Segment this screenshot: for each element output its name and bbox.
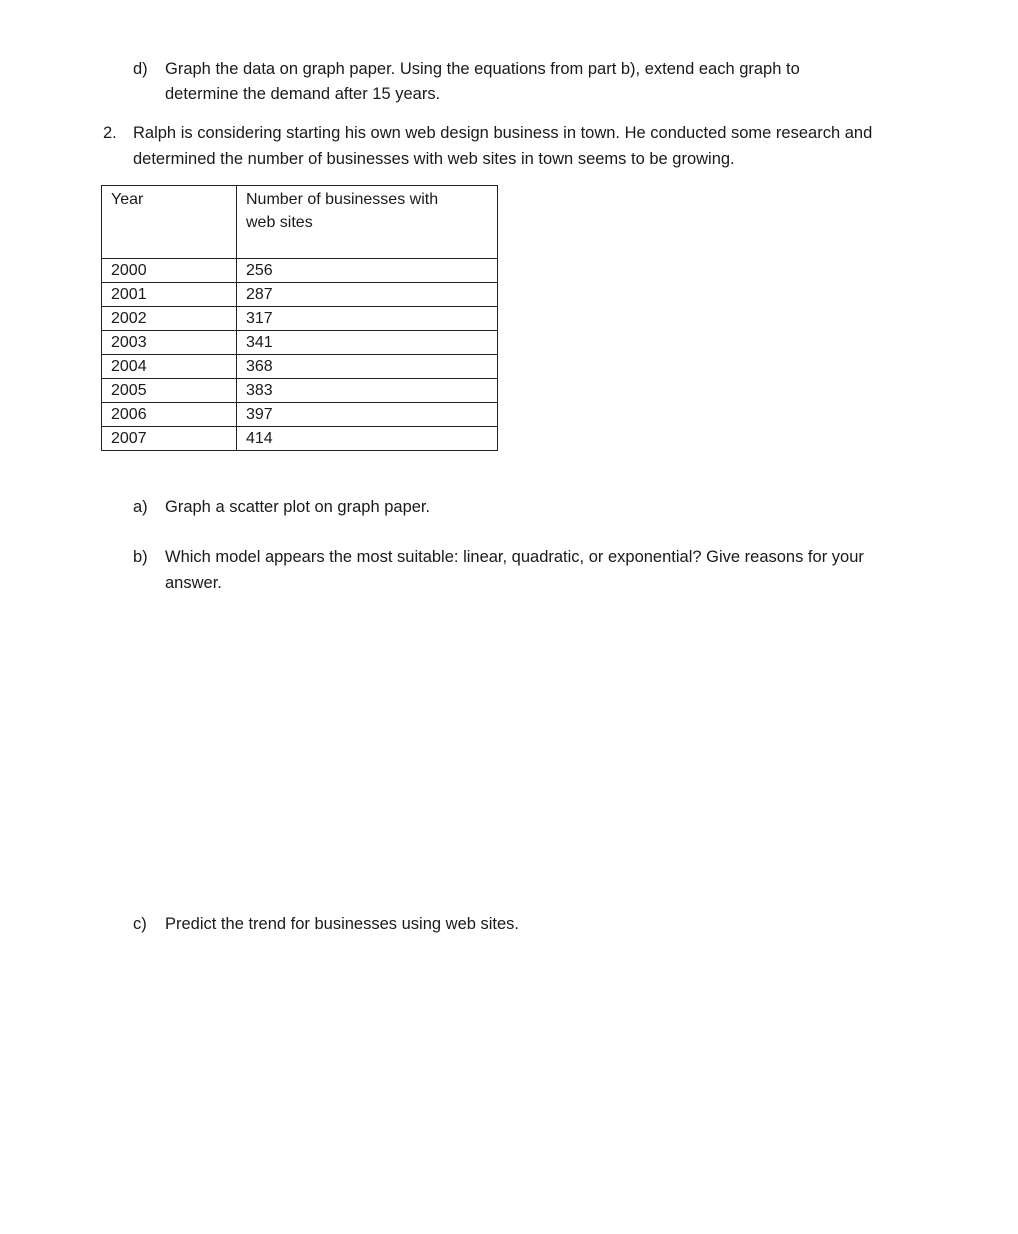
question-2-text-line1: Ralph is considering starting his own web design business in town. He conducted some research and (133, 124, 873, 142)
cell-count: 317 (237, 307, 498, 331)
part-b-label: b) (133, 548, 148, 566)
cell-count: 256 (237, 259, 498, 283)
table-row (102, 331, 498, 355)
cell-count: 287 (237, 283, 498, 307)
table-row (102, 307, 498, 331)
part-b-text-line1: Which model appears the most suitable: linear, quadratic, or exponential? Give reasons for your (165, 548, 864, 566)
cell-year: 2003 (102, 331, 237, 355)
question-2-text-line2: determined the number of businesses with web sites in town seems to be growing. (133, 150, 735, 168)
table-row (102, 259, 498, 283)
cell-year: 2006 (102, 403, 237, 427)
table-row (102, 427, 498, 451)
cell-year: 2000 (102, 259, 237, 283)
table-header-row (102, 186, 498, 259)
table-row (102, 355, 498, 379)
cell-year: 2007 (102, 427, 237, 451)
part-d-label: d) (133, 60, 148, 78)
cell-year: 2002 (102, 307, 237, 331)
table-row (102, 379, 498, 403)
businesses-data-table (101, 185, 498, 451)
part-c-text: Predict the trend for businesses using web sites. (165, 915, 520, 933)
part-d-text-line1: Graph the data on graph paper. Using the equations from part b), extend each graph to (165, 60, 800, 78)
cell-count: 414 (237, 427, 498, 451)
cell-year: 2005 (102, 379, 237, 403)
part-a-text: Graph a scatter plot on graph paper. (165, 498, 431, 516)
cell-count: 341 (237, 331, 498, 355)
part-b-text-line2: answer. (165, 574, 222, 592)
table-row (102, 283, 498, 307)
part-c-label: c) (133, 915, 147, 933)
cell-count: 383 (237, 379, 498, 403)
part-d-text-line2: determine the demand after 15 years. (165, 85, 441, 103)
cell-count: 397 (237, 403, 498, 427)
cell-count: 368 (237, 355, 498, 379)
header-year: Year (102, 186, 237, 259)
header-businesses-line1: Number of businesses with (246, 191, 439, 208)
cell-year: 2001 (102, 283, 237, 307)
table-row (102, 403, 498, 427)
header-businesses (237, 186, 498, 259)
question-2-number: 2. (103, 124, 117, 142)
part-a-label: a) (133, 498, 148, 516)
cell-year: 2004 (102, 355, 237, 379)
header-businesses-line2: web sites (246, 214, 313, 231)
